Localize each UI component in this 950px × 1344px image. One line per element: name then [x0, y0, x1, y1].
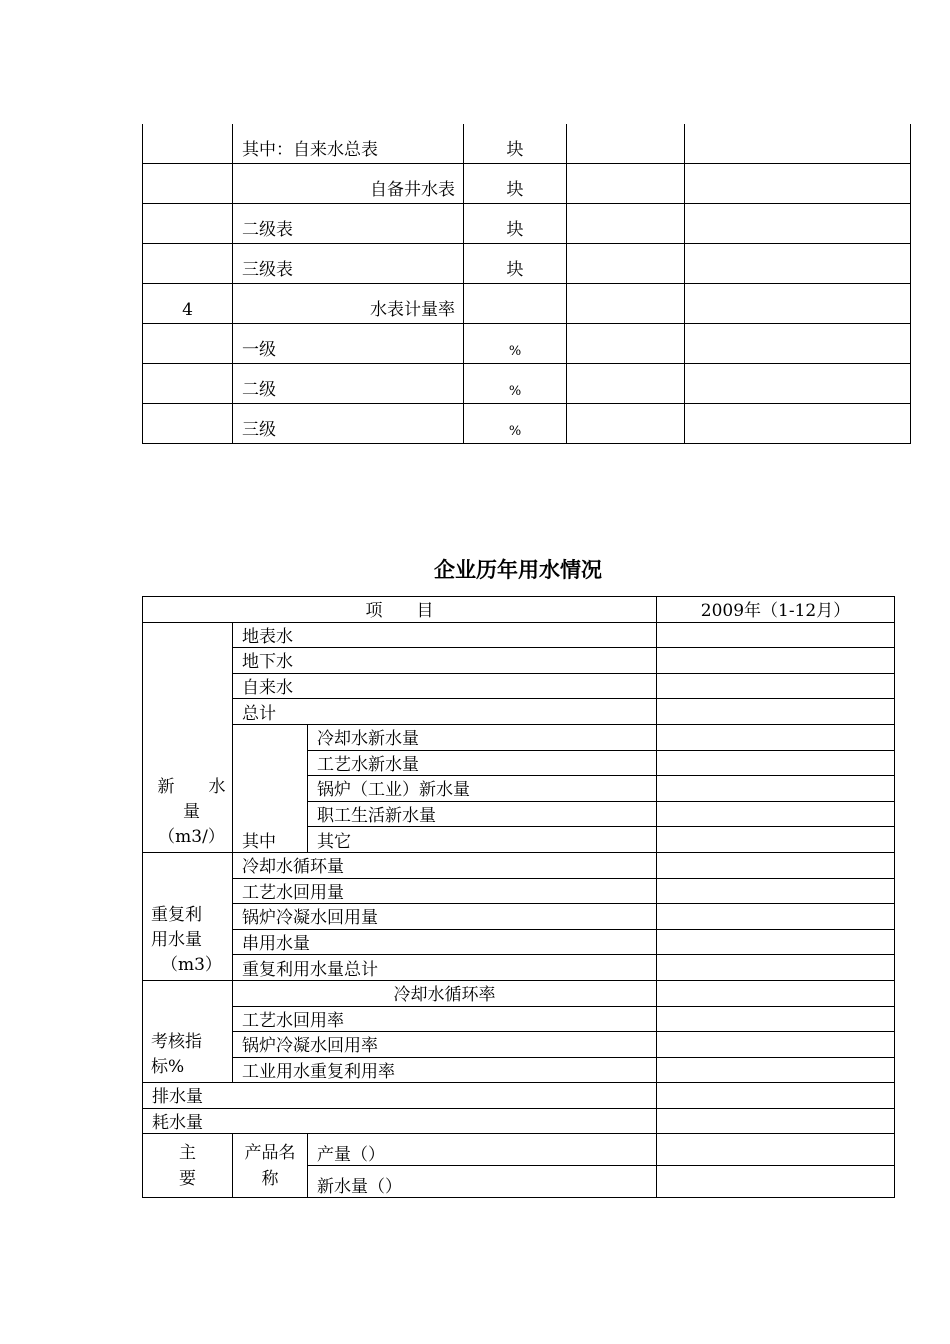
assessment-label [143, 980, 233, 1082]
row-number [143, 324, 233, 364]
product-name-line1: 产品名 [244, 1142, 296, 1163]
value-cell[interactable] [685, 364, 911, 404]
value-cell[interactable] [685, 124, 911, 164]
row-label: 工业用水重复利用率 [233, 1057, 657, 1083]
value-cell[interactable] [657, 852, 895, 878]
main-product-label-line2: 要 [179, 1168, 196, 1189]
value-cell[interactable] [685, 404, 911, 444]
row-item: 自备井水表 [233, 164, 464, 204]
product-name-line2: 称 [261, 1168, 279, 1189]
value-cell[interactable] [567, 324, 685, 364]
row-unit: % [464, 364, 567, 404]
row-label: 其它 [308, 827, 657, 853]
meter-table [142, 124, 911, 444]
value-cell[interactable] [567, 124, 685, 164]
row-label: 产量（） [308, 1134, 657, 1166]
value-cell[interactable] [657, 878, 895, 904]
table-row [143, 404, 911, 444]
row-label: 冷却水循环量 [233, 852, 657, 878]
value-cell[interactable] [657, 699, 895, 725]
consumption-label: 耗水量 [143, 1108, 657, 1134]
row-unit: 块 [464, 204, 567, 244]
row-label: 串用水量 [233, 929, 657, 955]
row-label: 冷却水循环率 [233, 980, 657, 1006]
value-cell[interactable] [567, 364, 685, 404]
table-row [143, 1057, 895, 1083]
row-label: 冷却水新水量 [308, 724, 657, 750]
row-item: 二级 [233, 364, 464, 404]
row-label: 锅炉冷凝水回用率 [233, 1032, 657, 1058]
assessment-label-line1: 考核指 [151, 1032, 202, 1053]
table-row [143, 648, 895, 674]
main-product-label [143, 1134, 233, 1198]
table-row [143, 878, 895, 904]
row-label: 重复利用水量总计 [233, 955, 657, 981]
value-cell[interactable] [657, 1083, 895, 1109]
table-row [143, 1108, 895, 1134]
main-product-label-line1: 主 [179, 1142, 196, 1163]
table-row [143, 164, 911, 204]
header-item: 项 目 [143, 597, 657, 623]
assessment-label-line2: 标% [151, 1057, 185, 1078]
table-row [143, 1006, 895, 1032]
row-label: 新水量（） [308, 1166, 657, 1198]
row-unit: 块 [464, 244, 567, 284]
new-water-label-line1: 新 水 [157, 776, 226, 797]
of-which-label: 其中 [233, 724, 308, 852]
row-item: 三级表 [233, 244, 464, 284]
value-cell[interactable] [685, 204, 911, 244]
value-cell[interactable] [567, 244, 685, 284]
row-number [143, 164, 233, 204]
row-label: 工艺水新水量 [308, 750, 657, 776]
row-number [143, 244, 233, 284]
value-cell[interactable] [685, 244, 911, 284]
table-row [143, 724, 895, 750]
table-row [143, 284, 911, 324]
table-row [143, 929, 895, 955]
value-cell[interactable] [567, 204, 685, 244]
row-unit: % [464, 324, 567, 364]
header-year: 2009年（1-12月） [657, 597, 895, 623]
row-number: 4 [143, 284, 233, 324]
table-row [143, 852, 895, 878]
row-item: 二级表 [233, 204, 464, 244]
row-item: 一级 [233, 324, 464, 364]
row-label: 工艺水回用量 [233, 878, 657, 904]
value-cell[interactable] [657, 801, 895, 827]
value-cell[interactable] [685, 284, 911, 324]
row-item: 三级 [233, 404, 464, 444]
table-row [143, 1032, 895, 1058]
reuse-label-line2: 用水量 [151, 929, 202, 950]
row-item: 水表计量率 [233, 284, 464, 324]
row-unit: 块 [464, 164, 567, 204]
value-cell[interactable] [657, 904, 895, 930]
new-water-label-line3: （m3/） [158, 826, 225, 847]
value-cell[interactable] [685, 324, 911, 364]
value-cell[interactable] [657, 955, 895, 981]
value-cell[interactable] [657, 827, 895, 853]
row-label: 地下水 [233, 648, 657, 674]
table-row [143, 980, 895, 1006]
table-row [143, 324, 911, 364]
value-cell[interactable] [657, 1134, 895, 1166]
row-label: 自来水 [233, 673, 657, 699]
new-water-label [143, 622, 233, 852]
table-row [143, 124, 911, 164]
table-row [143, 622, 895, 648]
value-cell[interactable] [657, 980, 895, 1006]
value-cell[interactable] [567, 284, 685, 324]
table-row [143, 364, 911, 404]
value-cell[interactable] [657, 750, 895, 776]
value-cell[interactable] [657, 929, 895, 955]
row-number [143, 124, 233, 164]
table-row [143, 699, 895, 725]
table-row [143, 244, 911, 284]
row-label: 锅炉冷凝水回用量 [233, 904, 657, 930]
table-row [143, 955, 895, 981]
value-cell[interactable] [657, 622, 895, 648]
row-unit [464, 284, 567, 324]
new-water-label-line2: 量 [183, 801, 200, 822]
table-row [143, 1134, 895, 1166]
value-cell[interactable] [657, 673, 895, 699]
reuse-label [143, 852, 233, 980]
row-unit: 块 [464, 124, 567, 164]
row-label: 职工生活新水量 [308, 801, 657, 827]
row-label: 总计 [233, 699, 657, 725]
row-label: 锅炉（工业）新水量 [308, 776, 657, 802]
reuse-label-line3: （m3） [161, 954, 222, 975]
table-row [143, 1083, 895, 1109]
value-cell[interactable] [657, 776, 895, 802]
product-name-label [233, 1134, 308, 1198]
value-cell[interactable] [657, 1057, 895, 1083]
page-title: 企业历年用水情况 [434, 558, 602, 582]
table-row [143, 904, 895, 930]
value-cell[interactable] [657, 1006, 895, 1032]
table-row [143, 673, 895, 699]
water-usage-table [142, 596, 895, 1198]
table-header-row [143, 597, 895, 623]
table-row [143, 204, 911, 244]
reuse-label-line1: 重复利 [151, 904, 202, 925]
row-number [143, 364, 233, 404]
value-cell[interactable] [657, 1108, 895, 1134]
value-cell[interactable] [657, 648, 895, 674]
value-cell[interactable] [685, 164, 911, 204]
value-cell[interactable] [657, 724, 895, 750]
row-number [143, 404, 233, 444]
row-label: 地表水 [233, 622, 657, 648]
row-number [143, 204, 233, 244]
value-cell[interactable] [657, 1032, 895, 1058]
value-cell[interactable] [567, 164, 685, 204]
row-label: 工艺水回用率 [233, 1006, 657, 1032]
value-cell[interactable] [657, 1166, 895, 1198]
row-item: 其中：自来水总表 [233, 124, 464, 164]
value-cell[interactable] [567, 404, 685, 444]
row-unit: % [464, 404, 567, 444]
discharge-label: 排水量 [143, 1083, 657, 1109]
